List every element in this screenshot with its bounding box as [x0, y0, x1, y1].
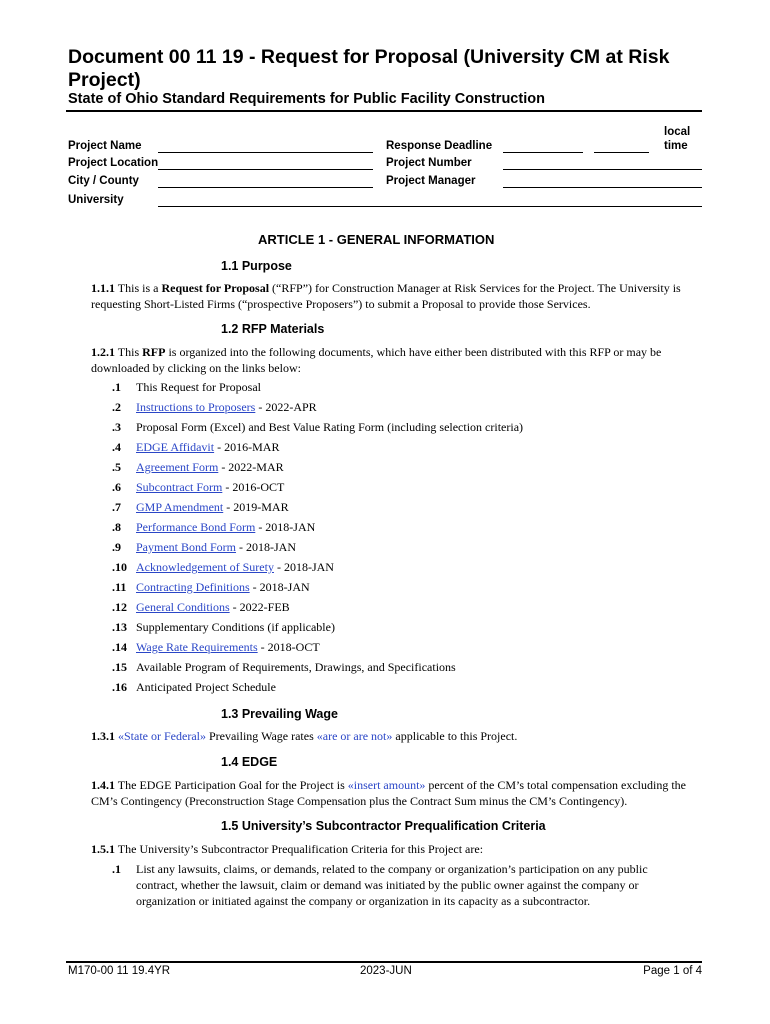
list-item-text: - 2016-OCT — [222, 480, 285, 494]
list-item-text: - 2018-JAN — [255, 520, 316, 534]
list-item-content — [136, 419, 523, 435]
document-subtitle: State of Ohio Standard Requirements for Public Facility Construction — [68, 91, 545, 107]
section-1-1-heading: 1.1 Purpose — [221, 259, 292, 273]
response-deadline-time-field[interactable] — [594, 152, 649, 153]
footer-page-number: Page 1 of 4 — [643, 965, 702, 977]
list-item-content — [136, 659, 456, 675]
paragraph-text: applicable to this Project. — [392, 729, 518, 743]
list-item-number: .16 — [112, 680, 127, 694]
section-1-3-heading: 1.3 Prevailing Wage — [221, 707, 338, 721]
document-link[interactable]: Payment Bond Form — [136, 540, 237, 554]
article-heading: ARTICLE 1 - GENERAL INFORMATION — [258, 232, 495, 247]
list-item-number: .4 — [112, 440, 121, 454]
list-item-text: - 2018-JAN — [273, 560, 334, 574]
document-link[interactable]: EDGE Affidavit — [136, 440, 215, 454]
paragraph-text: (“RFP”) for Construction Manager at Risk Services for the Project. The University is requesting Short-Listed Firms (“prospective Proposers”) to submit a Proposal to provide those Services. — [91, 281, 681, 311]
header-rule — [66, 110, 702, 112]
edge-amount-field[interactable]: «insert amount» — [347, 778, 426, 792]
list-item-number: .15 — [112, 660, 127, 674]
section-1-4-heading: 1.4 EDGE — [221, 755, 278, 769]
list-item-content — [136, 399, 317, 415]
list-item-content — [136, 459, 284, 475]
list-item-text: - 2019-MAR — [223, 500, 289, 514]
paragraph-1-3-1 — [91, 728, 703, 744]
list-item-text: - 2016-MAR — [214, 440, 280, 454]
city-county-field[interactable] — [158, 187, 373, 188]
project-manager-label: Project Manager — [386, 175, 476, 187]
list-item-text: - 2018-JAN — [249, 580, 310, 594]
list-item-content — [136, 559, 334, 575]
prequal-item-text: List any lawsuits, claims, or demands, related to the company or organization’s participation on any public contract, whether the lawsuit, claim or demand was initiated by the public owner against the company or organization or initiated against the company or organization in its capacity as a subcontractor. — [136, 862, 648, 908]
paragraph-text: Prevailing Wage rates — [205, 729, 317, 743]
document-link[interactable]: Instructions to Proposers — [136, 400, 256, 414]
paragraph-text: The University’s Subcontractor Prequalification Criteria for this Project are: — [117, 842, 484, 856]
prequal-item-number: .1 — [112, 862, 121, 876]
document-link[interactable]: GMP Amendment — [136, 500, 224, 514]
list-item-number: .14 — [112, 640, 127, 654]
list-item-text: - 2022-APR — [255, 400, 317, 414]
list-item-number: .13 — [112, 620, 127, 634]
paragraph-number: 1.4.1 — [91, 778, 115, 792]
paragraph-text: The EDGE Participation Goal for the Project is — [117, 778, 348, 792]
list-item-number: .8 — [112, 520, 121, 534]
section-1-5-heading: 1.5 University’s Subcontractor Prequalification Criteria — [221, 819, 546, 833]
list-item-text: Anticipated Project Schedule — [136, 680, 276, 694]
list-item-text: - 2022-MAR — [218, 460, 284, 474]
paragraph-1-1-1 — [91, 280, 703, 312]
list-item-number: .3 — [112, 420, 121, 434]
list-item-number: .7 — [112, 500, 121, 514]
list-item-content — [136, 379, 261, 395]
document-link[interactable]: Acknowledgement of Surety — [136, 560, 274, 574]
document-link[interactable]: Contracting Definitions — [136, 580, 250, 594]
list-item-number: .6 — [112, 480, 121, 494]
section-1-2-heading: 1.2 RFP Materials — [221, 322, 325, 336]
paragraph-number: 1.1.1 — [91, 281, 115, 295]
paragraph-number: 1.2.1 — [91, 345, 115, 359]
list-item-content — [136, 619, 335, 635]
list-item-content — [136, 579, 310, 595]
list-item-number: .9 — [112, 540, 121, 554]
list-item-content — [136, 439, 279, 455]
project-name-label: Project Name — [68, 140, 142, 152]
paragraph-text: is organized into the following documents, which have either been distributed with this RFP or may be downloaded by clicking on the links below: — [91, 345, 662, 375]
list-item-text: Supplementary Conditions (if applicable) — [136, 620, 335, 634]
list-item-content — [136, 499, 289, 515]
list-item-text: - 2022-FEB — [229, 600, 290, 614]
paragraph-bold-text: Request for Proposal — [161, 281, 270, 295]
document-link[interactable]: General Conditions — [136, 600, 230, 614]
document-link[interactable]: Wage Rate Requirements — [136, 640, 258, 654]
list-item-number: .12 — [112, 600, 127, 614]
document-link[interactable]: Subcontract Form — [136, 480, 223, 494]
project-location-field[interactable] — [158, 169, 373, 170]
list-item-text: - 2018-OCT — [257, 640, 320, 654]
document-title: Document 00 11 19 - Request for Proposal (University CM at Risk Project) — [68, 46, 670, 91]
list-item-text: This Request for Proposal — [136, 380, 261, 394]
university-field[interactable] — [158, 206, 702, 207]
paragraph-number: 1.3.1 — [91, 729, 115, 743]
list-item-content — [136, 639, 320, 655]
response-deadline-label: Response Deadline — [386, 140, 493, 152]
list-item-content — [136, 519, 315, 535]
response-deadline-date-field[interactable] — [503, 152, 583, 153]
list-item-number: .1 — [112, 380, 121, 394]
list-item-text: Proposal Form (Excel) and Best Value Rating Form (including selection criteria) — [136, 420, 524, 434]
city-county-label: City / County — [68, 175, 139, 187]
university-label: University — [68, 194, 124, 206]
project-number-label: Project Number — [386, 157, 472, 169]
list-item-text: - 2018-JAN — [236, 540, 297, 554]
list-item-content — [136, 599, 290, 615]
list-item-number: .10 — [112, 560, 127, 574]
list-item-content — [136, 479, 284, 495]
list-item-content — [136, 539, 296, 555]
wage-type-field[interactable]: «State or Federal» — [118, 729, 206, 743]
paragraph-1-4-1 — [91, 777, 703, 809]
footer-date: 2023-JUN — [360, 965, 412, 977]
project-number-field[interactable] — [503, 169, 702, 170]
list-item-number: .11 — [112, 580, 127, 594]
project-location-label: Project Location — [68, 157, 159, 169]
paragraph-1-2-1 — [91, 344, 703, 376]
list-item-number: .5 — [112, 460, 121, 474]
paragraph-1-5-1 — [91, 841, 703, 857]
paragraph-text: percent of the CM’s total compensation excluding the CM’s Contingency (Preconstruction Stage Compensation plus the Contract Sum minus the CM’s Contingency). — [91, 778, 687, 808]
document-link[interactable]: Agreement Form — [136, 460, 219, 474]
list-item-content — [136, 679, 276, 695]
document-link[interactable]: Performance Bond Form — [136, 520, 256, 534]
list-item-number: .2 — [112, 400, 121, 414]
footer-rule — [66, 961, 702, 963]
local-time-label-1: local — [664, 126, 691, 138]
paragraph-text: This — [117, 345, 143, 359]
paragraph-text: This is a — [117, 281, 162, 295]
wage-applicable-field[interactable]: «are or are not» — [316, 729, 393, 743]
list-item-text: Available Program of Requirements, Drawings, and Specifications — [136, 660, 456, 674]
paragraph-number: 1.5.1 — [91, 842, 115, 856]
paragraph-bold-text: RFP — [142, 345, 166, 359]
project-name-field[interactable] — [158, 152, 373, 153]
local-time-label-2: time — [664, 140, 688, 152]
project-manager-field[interactable] — [503, 187, 702, 188]
footer-doc-code: M170-00 11 19.4YR — [68, 965, 171, 977]
